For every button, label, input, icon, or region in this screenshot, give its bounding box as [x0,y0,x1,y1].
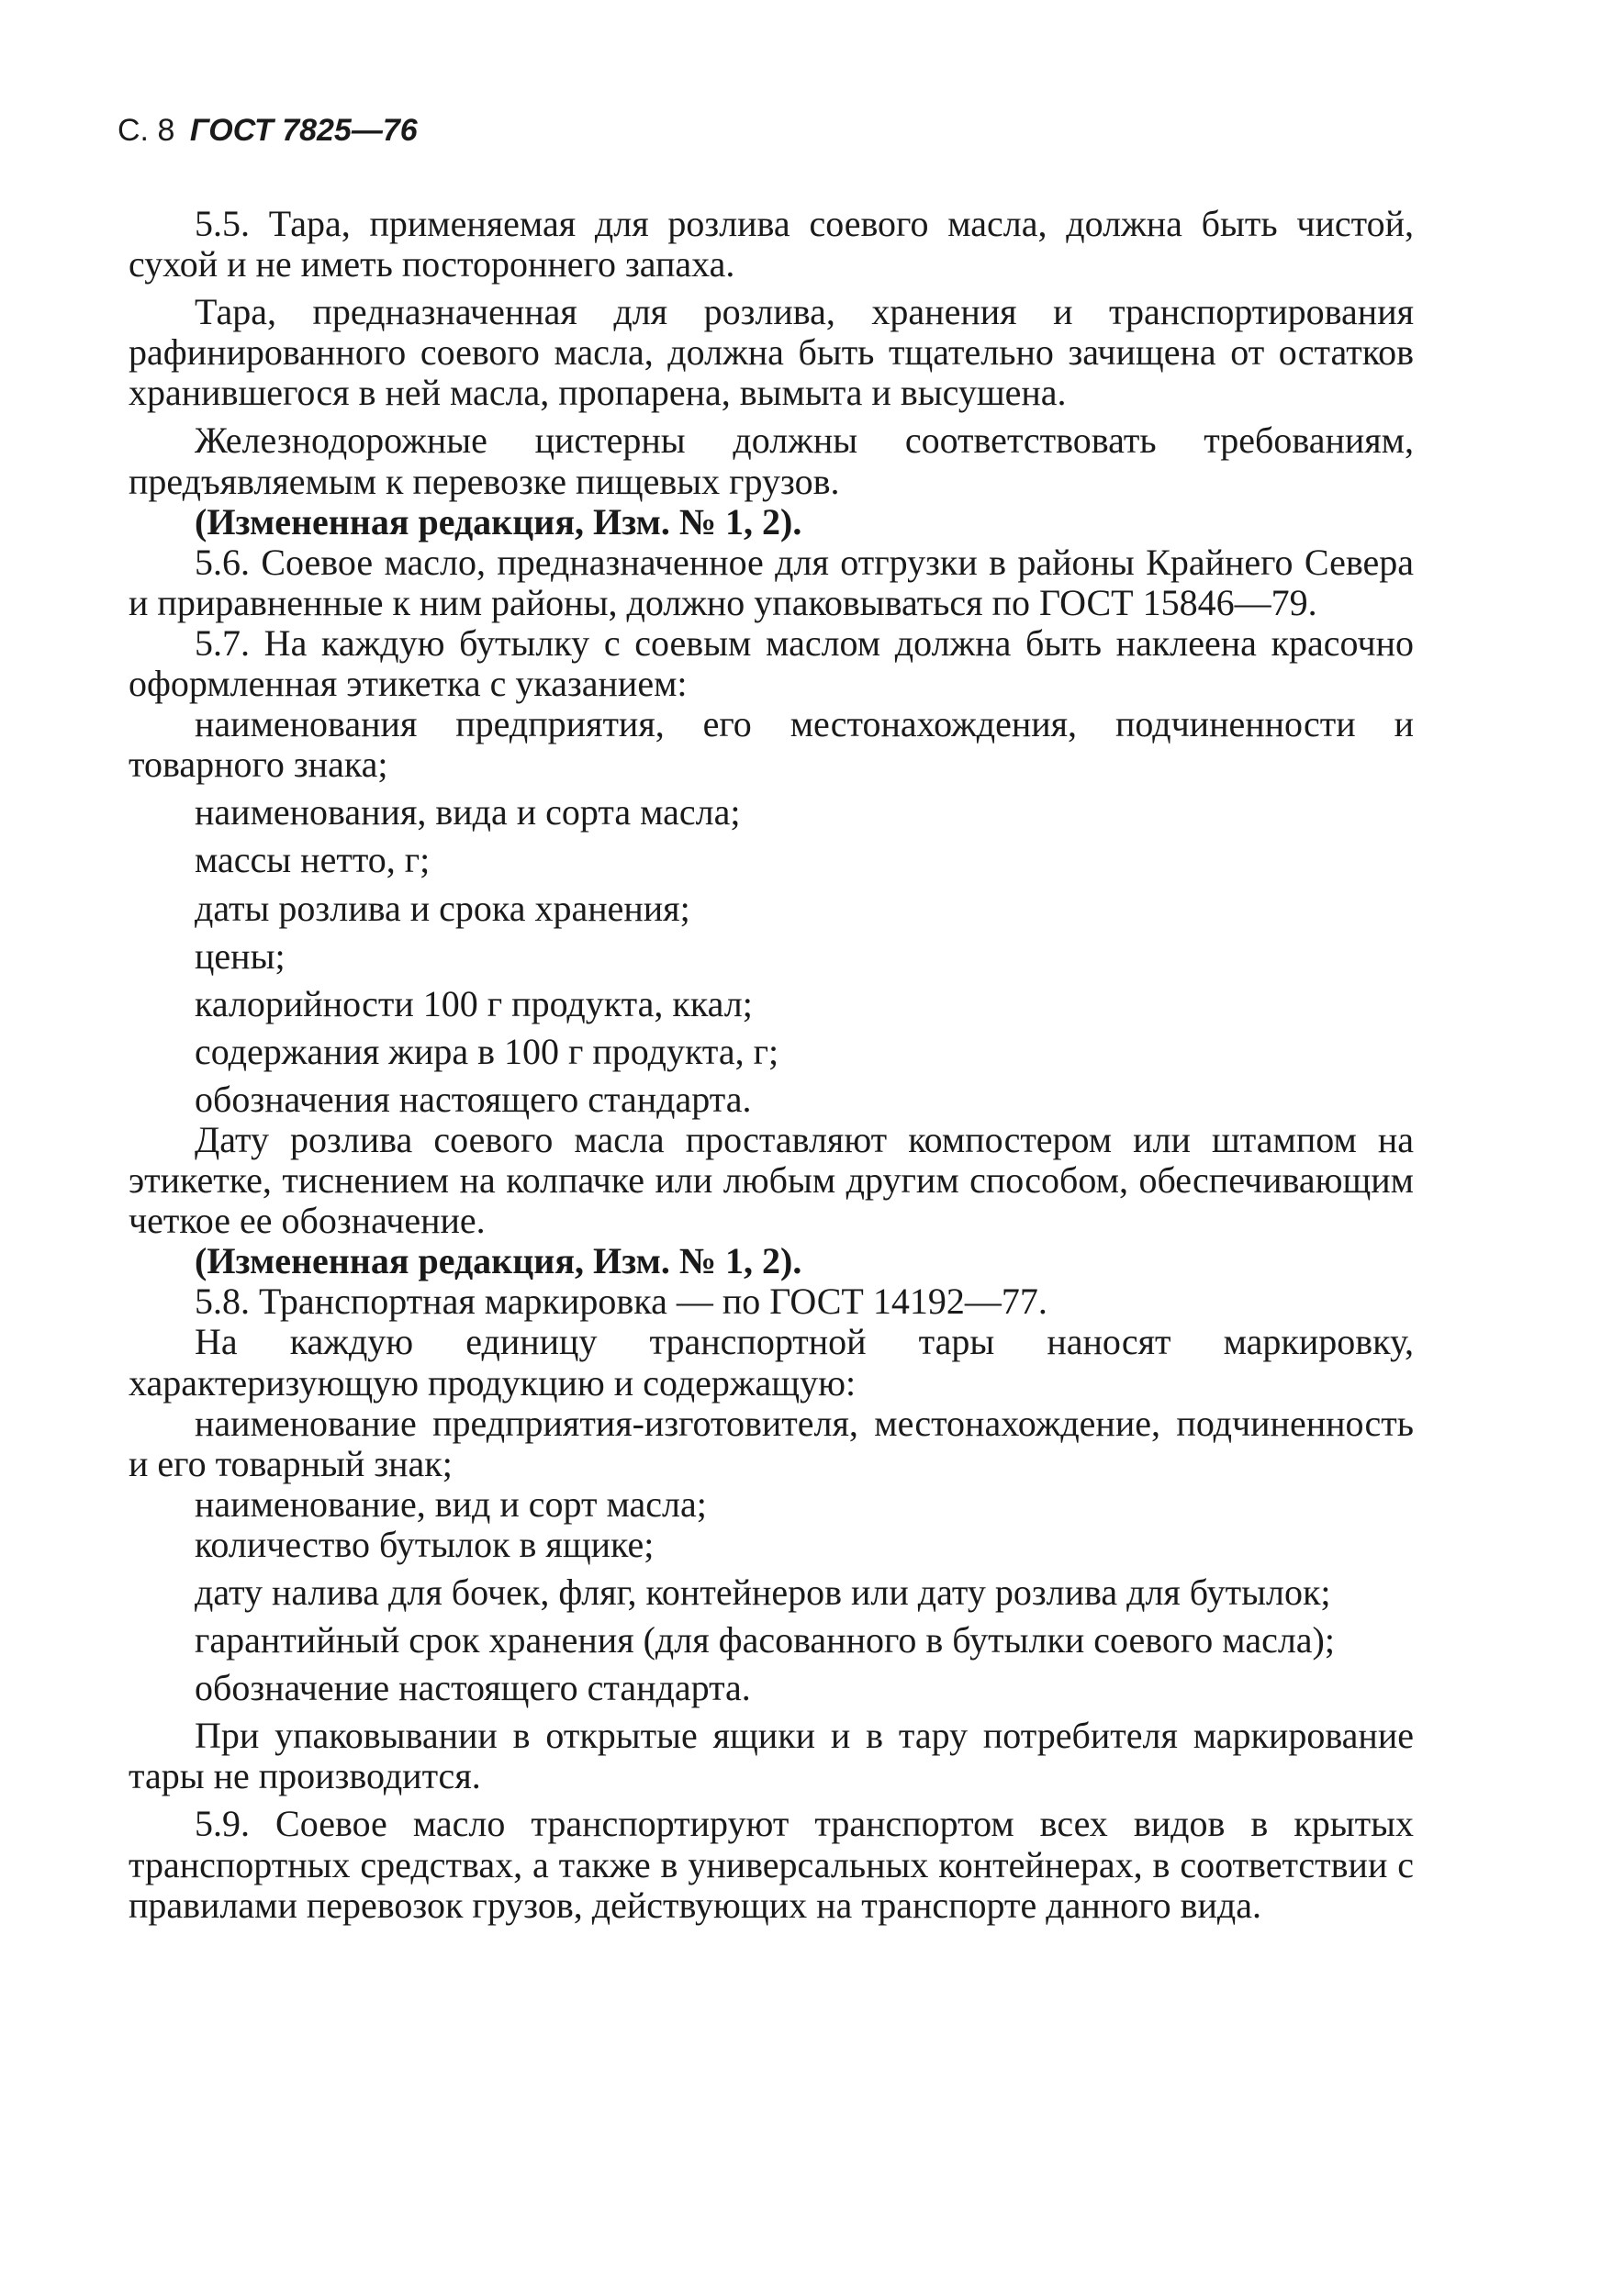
label-list-item: содержания жира в 100 г продукта, г; [195,1030,779,1072]
amendment-note: (Измененная редакция, Изм. № 1, 2). [195,500,802,542]
paragraph-5-5: 5.5. Тара, применяемая для розлива соевого масла, должна быть чистой, сухой и не иметь постороннего запаха. [129,203,1414,285]
label-list-item: даты розлива и срока хранения; [195,887,690,929]
standard-designation: ГОСТ 7825—76 [189,113,418,148]
marking-list-item: обозначение настоящего стандарта. [195,1667,751,1709]
paragraph-data-rozliva: Дату розлива соевого масла проставляют компостером или штампом на этикетке, тиснением на колпачке или любым другим способом, обеспечивающим четкое ее обозначение. [129,1118,1414,1242]
label-list-item: наименования, вида и сорта масла; [195,791,741,833]
label-list-item: цены; [195,934,286,977]
marking-list-item: гарантийный срок хранения (для фасованного в бутылки соевого масла); [195,1619,1335,1661]
page-number: С. 8 [118,113,175,148]
marking-list-item: наименование, вид и сорт масла; [195,1482,707,1525]
marking-list-item: количество бутылок в ящике; [195,1523,655,1565]
label-list-item: калорийности 100 г продукта, ккал; [195,982,753,1024]
paragraph-5-8: 5.8. Транспортная маркировка — по ГОСТ 14192—77. [195,1281,1047,1323]
label-list-item: наименования предприятия, его местонахождения, подчиненности и товарного знака; [129,703,1414,786]
paragraph-5-6: 5.6. Соевое масло, предназначенное для отгрузки в районы Крайнего Севера и приравненные к ним районы, должно упаковываться по ГОСТ 15846—79. [129,541,1414,623]
marking-list-item: наименование предприятия-изготовителя, местонахождение, подчиненность и его товарный знак; [129,1402,1414,1484]
page-header [118,110,418,151]
paragraph-tara-rafinirovannogo: Тара, предназначенная для розлива, хранения и транспортирования рафинированного соевого масла, должна быть тщательно зачищена от остатков хранившегося в ней масла, пропарена, вымыта и высушена. [129,291,1414,414]
paragraph-open-boxes: При упаковывании в открытые ящики и в тару потребителя маркирование тары не производится. [129,1715,1414,1797]
amendment-note: (Измененная редакция, Изм. № 1, 2). [195,1240,802,1282]
label-list-item: обозначения настоящего стандарта. [195,1078,752,1120]
paragraph-cisterny: Железнодорожные цистерны должны соответствовать требованиям, предъявляемым к перевозке пищевых грузов. [129,419,1414,502]
label-list-item: массы нетто, г; [195,839,431,881]
paragraph-5-7: 5.7. На каждую бутылку с соевым маслом должна быть наклеена красочно оформленная этикетка с указанием: [129,621,1414,705]
paragraph-5-9: 5.9. Соевое масло транспортируют транспортом всех видов в крытых транспортных средствах, а также в универсальных контейнерах, в соответствии с правилами перевозок грузов, действующих на транспорте данного вида. [129,1803,1414,1926]
paragraph-transport-marking-intro: На каждую единицу транспортной тары наносят маркировку, характеризующую продукцию и содержащую: [129,1321,1414,1404]
document-body [129,204,1414,1926]
marking-list-item: дату налива для бочек, фляг, контейнеров или дату розлива для бутылок; [195,1572,1331,1613]
